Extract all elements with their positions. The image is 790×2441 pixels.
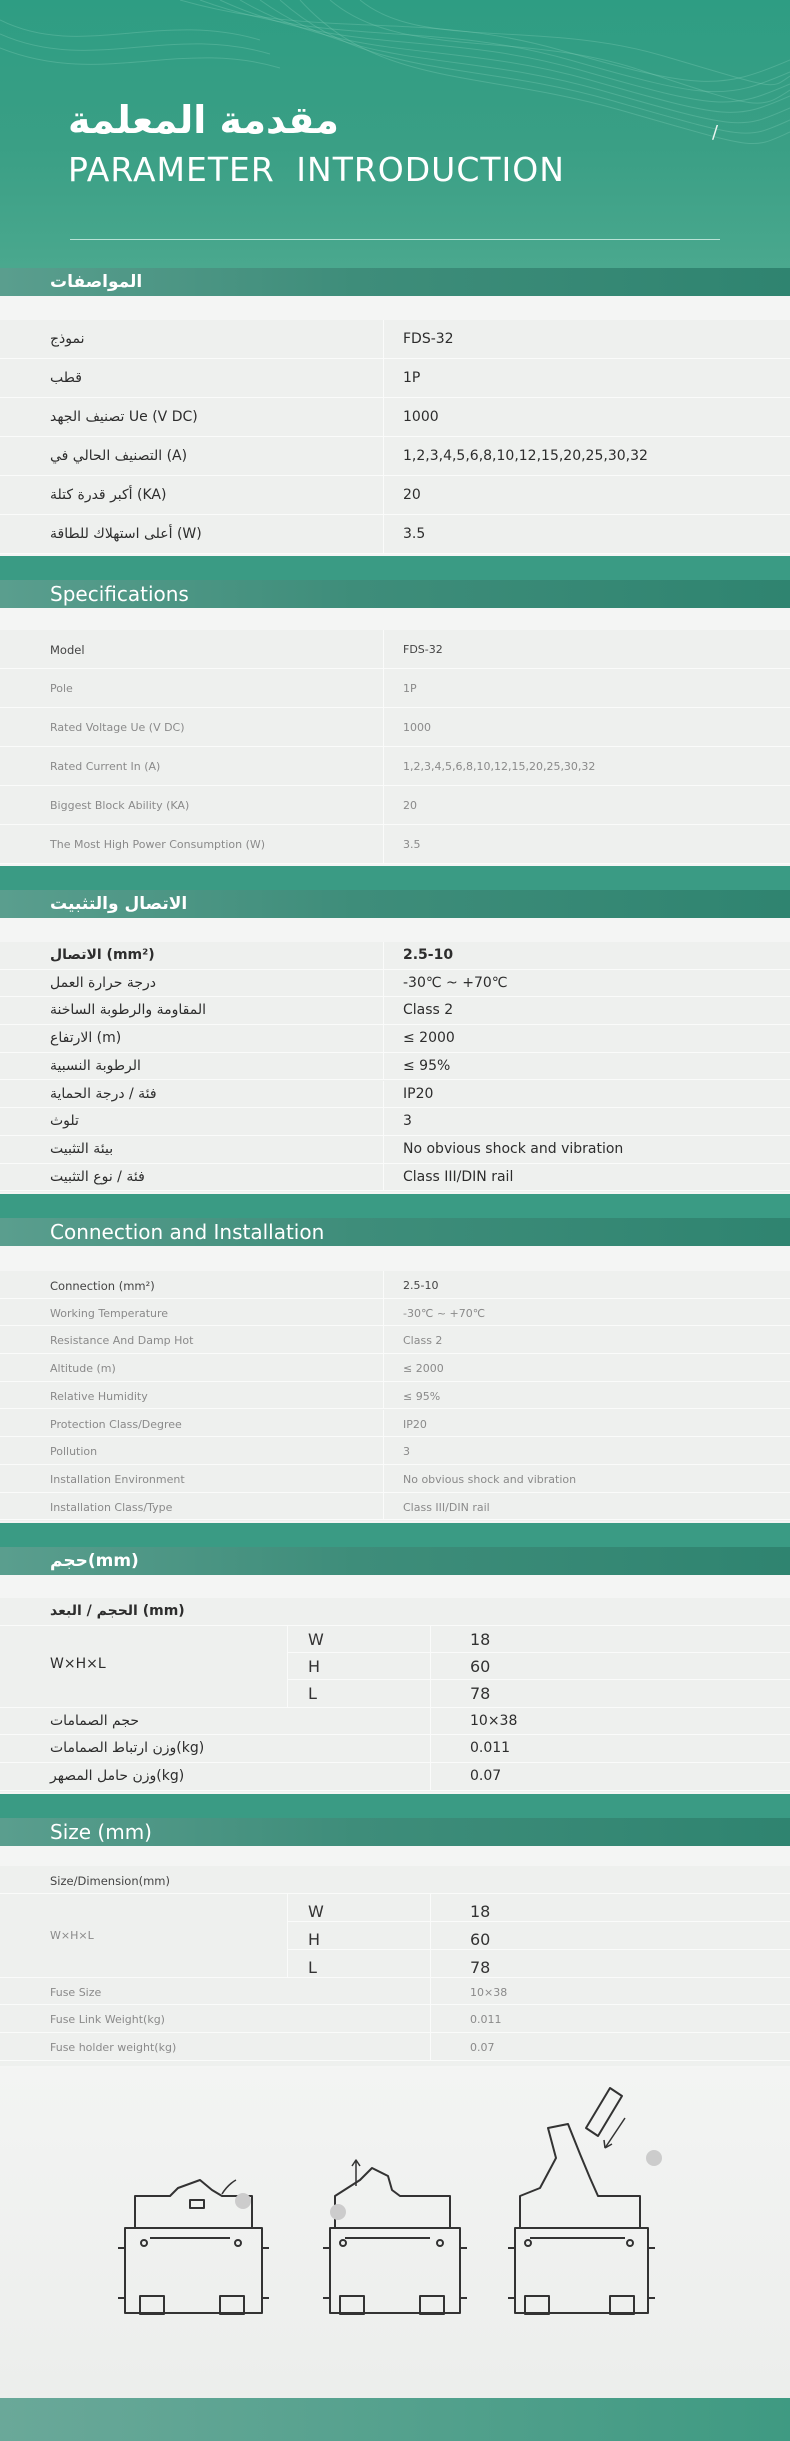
row-label: Rated Current In (A) xyxy=(50,760,161,773)
size-table-ar xyxy=(0,1598,790,1792)
row-value: 18 xyxy=(470,1630,491,1649)
fuse-holder-open-icon xyxy=(508,2088,655,2314)
row-value: FDS-32 xyxy=(403,643,443,656)
text: Size/Dimension(mm) xyxy=(50,1874,170,1888)
row-label: Altitude (m) xyxy=(50,1362,116,1376)
conn-table-en xyxy=(0,1271,790,1521)
row-label: Installation Environment xyxy=(50,1472,185,1486)
table-row xyxy=(0,1735,790,1763)
row-value: 3.5 xyxy=(403,838,421,851)
row-label: H xyxy=(308,1657,321,1676)
column-divider xyxy=(383,359,384,397)
size-table-en xyxy=(0,1866,790,2066)
column-divider xyxy=(383,942,384,969)
section-title: Connection and Installation xyxy=(50,1220,325,1244)
row-value: Class 2 xyxy=(403,1002,454,1019)
row-value: 0.011 xyxy=(470,2013,502,2026)
section-bar-size-ar xyxy=(0,1547,790,1575)
section-band xyxy=(0,1523,790,1547)
column-divider xyxy=(383,786,384,824)
table-row xyxy=(0,1053,790,1081)
table-row xyxy=(0,1108,790,1136)
row-label: W xyxy=(308,1630,324,1649)
column-divider xyxy=(383,1025,384,1052)
table-row xyxy=(0,1354,790,1382)
fuse-holder-opening-icon xyxy=(323,2160,467,2314)
row-label: قطب xyxy=(50,370,82,386)
section-bar-size-en xyxy=(0,1818,790,1846)
row-value: ≤ 2000 xyxy=(403,1362,444,1376)
table-row xyxy=(0,1271,790,1299)
row-label: Relative Humidity xyxy=(50,1389,148,1403)
dimension-group xyxy=(0,1626,790,1707)
row-label: أعلى استهلاك للطاقة (W) xyxy=(50,526,202,542)
conn-table-ar xyxy=(0,942,790,1192)
row-value: 0.07 xyxy=(470,1768,502,1784)
section-band xyxy=(0,1194,790,1218)
table-row xyxy=(0,1164,790,1192)
row-label: Working Temperature xyxy=(50,1306,169,1320)
column-divider xyxy=(383,1382,384,1409)
title-divider xyxy=(70,239,720,240)
table-row xyxy=(0,320,790,359)
row-label: الارتفاع (m) xyxy=(50,1030,122,1047)
row-label: Pollution xyxy=(50,1445,98,1459)
table-row xyxy=(0,1598,790,1626)
table-row xyxy=(0,1707,790,1735)
row-label: فئة / درجة الحماية xyxy=(50,1085,157,1102)
row-label: وزن ارتباط الصمامات(kg) xyxy=(50,1740,205,1756)
section-title: الاتصال والتثبيت xyxy=(50,894,188,914)
column-divider xyxy=(383,970,384,997)
row-value: ≤ 2000 xyxy=(403,1030,455,1047)
row-value: 60 xyxy=(470,1657,491,1676)
section-title: Size (mm) xyxy=(50,1820,152,1844)
table-row xyxy=(0,1081,790,1109)
table-row xyxy=(0,437,790,476)
table-row xyxy=(0,515,790,554)
section-band xyxy=(0,556,790,580)
column-divider xyxy=(383,1136,384,1163)
spec-table-ar xyxy=(0,320,790,554)
row-label: Model xyxy=(50,643,85,657)
table-row xyxy=(0,476,790,515)
row-value: Class 2 xyxy=(403,1334,443,1348)
column-divider xyxy=(430,1735,431,1762)
column-divider xyxy=(383,398,384,436)
column-divider xyxy=(383,1354,384,1381)
table-row xyxy=(0,708,790,747)
section-band xyxy=(0,866,790,890)
column-divider xyxy=(383,515,384,553)
column-divider xyxy=(383,630,384,668)
row-value: 2.5-10 xyxy=(403,1279,439,1292)
row-label: Fuse Link Weight(kg) xyxy=(50,2013,165,2026)
row-value: 10×38 xyxy=(470,1713,518,1729)
table-row xyxy=(0,1866,790,1894)
text: الحجم / البعد (mm) xyxy=(50,1603,185,1619)
row-value: 1P xyxy=(403,682,417,695)
row-label: الرطوبة النسبية xyxy=(50,1057,141,1074)
row-label: درجة حرارة العمل xyxy=(50,974,157,991)
column-divider xyxy=(430,1708,431,1734)
row-label: Protection Class/Degree xyxy=(50,1417,182,1431)
row-value: 78 xyxy=(470,1684,491,1703)
row-value: 1000 xyxy=(403,409,439,425)
section-title: حجم(mm) xyxy=(50,1551,139,1571)
section-title: المواصفات xyxy=(50,272,143,292)
row-label: أكبر قدرة كتلة (KA) xyxy=(50,487,167,503)
column-divider xyxy=(383,1108,384,1135)
row-label: Biggest Block Ability (KA) xyxy=(50,799,190,812)
row-label: نموذج xyxy=(50,331,85,347)
table-row xyxy=(0,1493,790,1521)
row-label: المقاومة والرطوبة الساخنة xyxy=(50,1002,206,1019)
row-value: 20 xyxy=(403,487,421,503)
row-label: L xyxy=(308,1958,317,1977)
row-label: Fuse holder weight(kg) xyxy=(50,2041,177,2054)
table-row xyxy=(0,1465,790,1493)
row-label: W xyxy=(308,1902,324,1921)
row-value: No obvious shock and vibration xyxy=(403,1472,577,1486)
dim-label: W×H×L xyxy=(50,1929,94,1942)
row-value: 3 xyxy=(403,1113,412,1130)
spec-table-en xyxy=(0,630,790,864)
column-divider xyxy=(383,997,384,1024)
column-divider xyxy=(383,437,384,475)
row-value: -30℃ ~ +70℃ xyxy=(403,974,508,991)
column-divider xyxy=(430,2005,431,2032)
section-title: Specifications xyxy=(50,582,189,606)
installation-illustration xyxy=(0,2068,790,2398)
table-row xyxy=(0,997,790,1025)
column-divider xyxy=(383,1326,384,1353)
table-row xyxy=(0,2033,790,2061)
table-row xyxy=(0,398,790,437)
row-label: تلوث xyxy=(50,1113,79,1130)
table-row xyxy=(0,359,790,398)
column-divider xyxy=(383,708,384,746)
row-label: التصنيف الحالي في (A) xyxy=(50,448,188,464)
section-bar-conn-en xyxy=(0,1218,790,1246)
table-row xyxy=(0,1410,790,1438)
row-value: 18 xyxy=(470,1902,491,1921)
row-label: وزن حامل المصهر(kg) xyxy=(50,1768,185,1784)
column-divider xyxy=(383,825,384,863)
decorative-slash: / xyxy=(712,122,719,143)
table-row xyxy=(0,747,790,786)
row-label: تصنيف الجهد Ue (V DC) xyxy=(50,409,198,425)
table-row xyxy=(0,970,790,998)
row-value: 3 xyxy=(403,1445,410,1459)
table-row xyxy=(0,1382,790,1410)
table-row xyxy=(0,1326,790,1354)
row-value: Class III/DIN rail xyxy=(403,1500,490,1514)
section-bar-spec-en xyxy=(0,580,790,608)
row-value: ≤ 95% xyxy=(403,1389,441,1403)
row-value: 1,2,3,4,5,6,8,10,12,15,20,25,30,32 xyxy=(403,760,596,773)
column-divider xyxy=(383,1081,384,1108)
table-row xyxy=(0,669,790,708)
row-value: Class III/DIN rail xyxy=(403,1168,514,1185)
table-row xyxy=(0,1977,790,2005)
row-value: ≤ 95% xyxy=(403,1057,451,1074)
row-label: The Most High Power Consumption (W) xyxy=(50,838,266,851)
row-label: Installation Class/Type xyxy=(50,1500,173,1514)
dim-label: W×H×L xyxy=(50,1656,106,1672)
column-divider xyxy=(383,1053,384,1080)
row-value: 78 xyxy=(470,1958,491,1977)
row-value: FDS-32 xyxy=(403,331,454,347)
row-label: Resistance And Damp Hot xyxy=(50,1334,194,1348)
section-bar-conn-ar xyxy=(0,890,790,918)
page-title-arabic: مقدمة المعلمة xyxy=(68,98,339,142)
column-divider xyxy=(383,1493,384,1520)
table-row xyxy=(0,942,790,970)
row-value: 0.011 xyxy=(470,1740,511,1756)
column-divider xyxy=(430,1763,431,1790)
row-value: 60 xyxy=(470,1930,491,1949)
table-row xyxy=(0,2005,790,2033)
row-label: Fuse Size xyxy=(50,1986,102,1999)
row-value: 1,2,3,4,5,6,8,10,12,15,20,25,30,32 xyxy=(403,448,648,464)
header-banner xyxy=(0,0,790,268)
row-value: No obvious shock and vibration xyxy=(403,1140,624,1157)
column-divider xyxy=(383,476,384,514)
table-row xyxy=(0,786,790,825)
row-label: Rated Voltage Ue (V DC) xyxy=(50,721,185,734)
row-value: 1P xyxy=(403,370,421,386)
column-divider xyxy=(383,1437,384,1464)
row-value: IP20 xyxy=(403,1417,427,1431)
column-divider xyxy=(383,1271,384,1298)
table-row xyxy=(0,1437,790,1465)
table-row xyxy=(0,1136,790,1164)
table-row xyxy=(0,630,790,669)
footer-band xyxy=(0,2398,790,2441)
table-row xyxy=(0,1763,790,1791)
row-value: 20 xyxy=(403,799,417,812)
table-row xyxy=(0,1299,790,1327)
row-value: -30℃ ~ +70℃ xyxy=(403,1306,486,1320)
row-label: Connection (mm²) xyxy=(50,1279,155,1293)
row-label: حجم الصمامات xyxy=(50,1713,140,1729)
row-value: 2.5-10 xyxy=(403,947,454,963)
row-label: الاتصال (mm²) xyxy=(50,947,155,963)
column-divider xyxy=(383,747,384,785)
section-band xyxy=(0,1794,790,1818)
row-value: IP20 xyxy=(403,1085,434,1102)
column-divider xyxy=(383,1299,384,1326)
table-row xyxy=(0,825,790,864)
row-value: 0.07 xyxy=(470,2041,495,2054)
column-divider xyxy=(430,2033,431,2060)
column-divider xyxy=(383,320,384,358)
row-label: Pole xyxy=(50,682,73,695)
row-label: L xyxy=(308,1684,317,1703)
column-divider xyxy=(383,669,384,707)
column-divider xyxy=(383,1164,384,1191)
dimension-group xyxy=(0,1894,790,1977)
row-label: فئة / نوع التثبيت xyxy=(50,1168,145,1185)
column-divider xyxy=(383,1465,384,1492)
row-value: 1000 xyxy=(403,721,431,734)
row-label: H xyxy=(308,1930,321,1949)
section-bar-spec-ar xyxy=(0,268,790,296)
column-divider xyxy=(430,1978,431,2004)
row-value: 3.5 xyxy=(403,526,426,542)
column-divider xyxy=(383,1410,384,1437)
row-label: بيئة التثبيت xyxy=(50,1140,114,1157)
page-title-english: PARAMETER INTRODUCTION xyxy=(68,150,565,189)
row-value: 10×38 xyxy=(470,1986,508,1999)
table-row xyxy=(0,1025,790,1053)
